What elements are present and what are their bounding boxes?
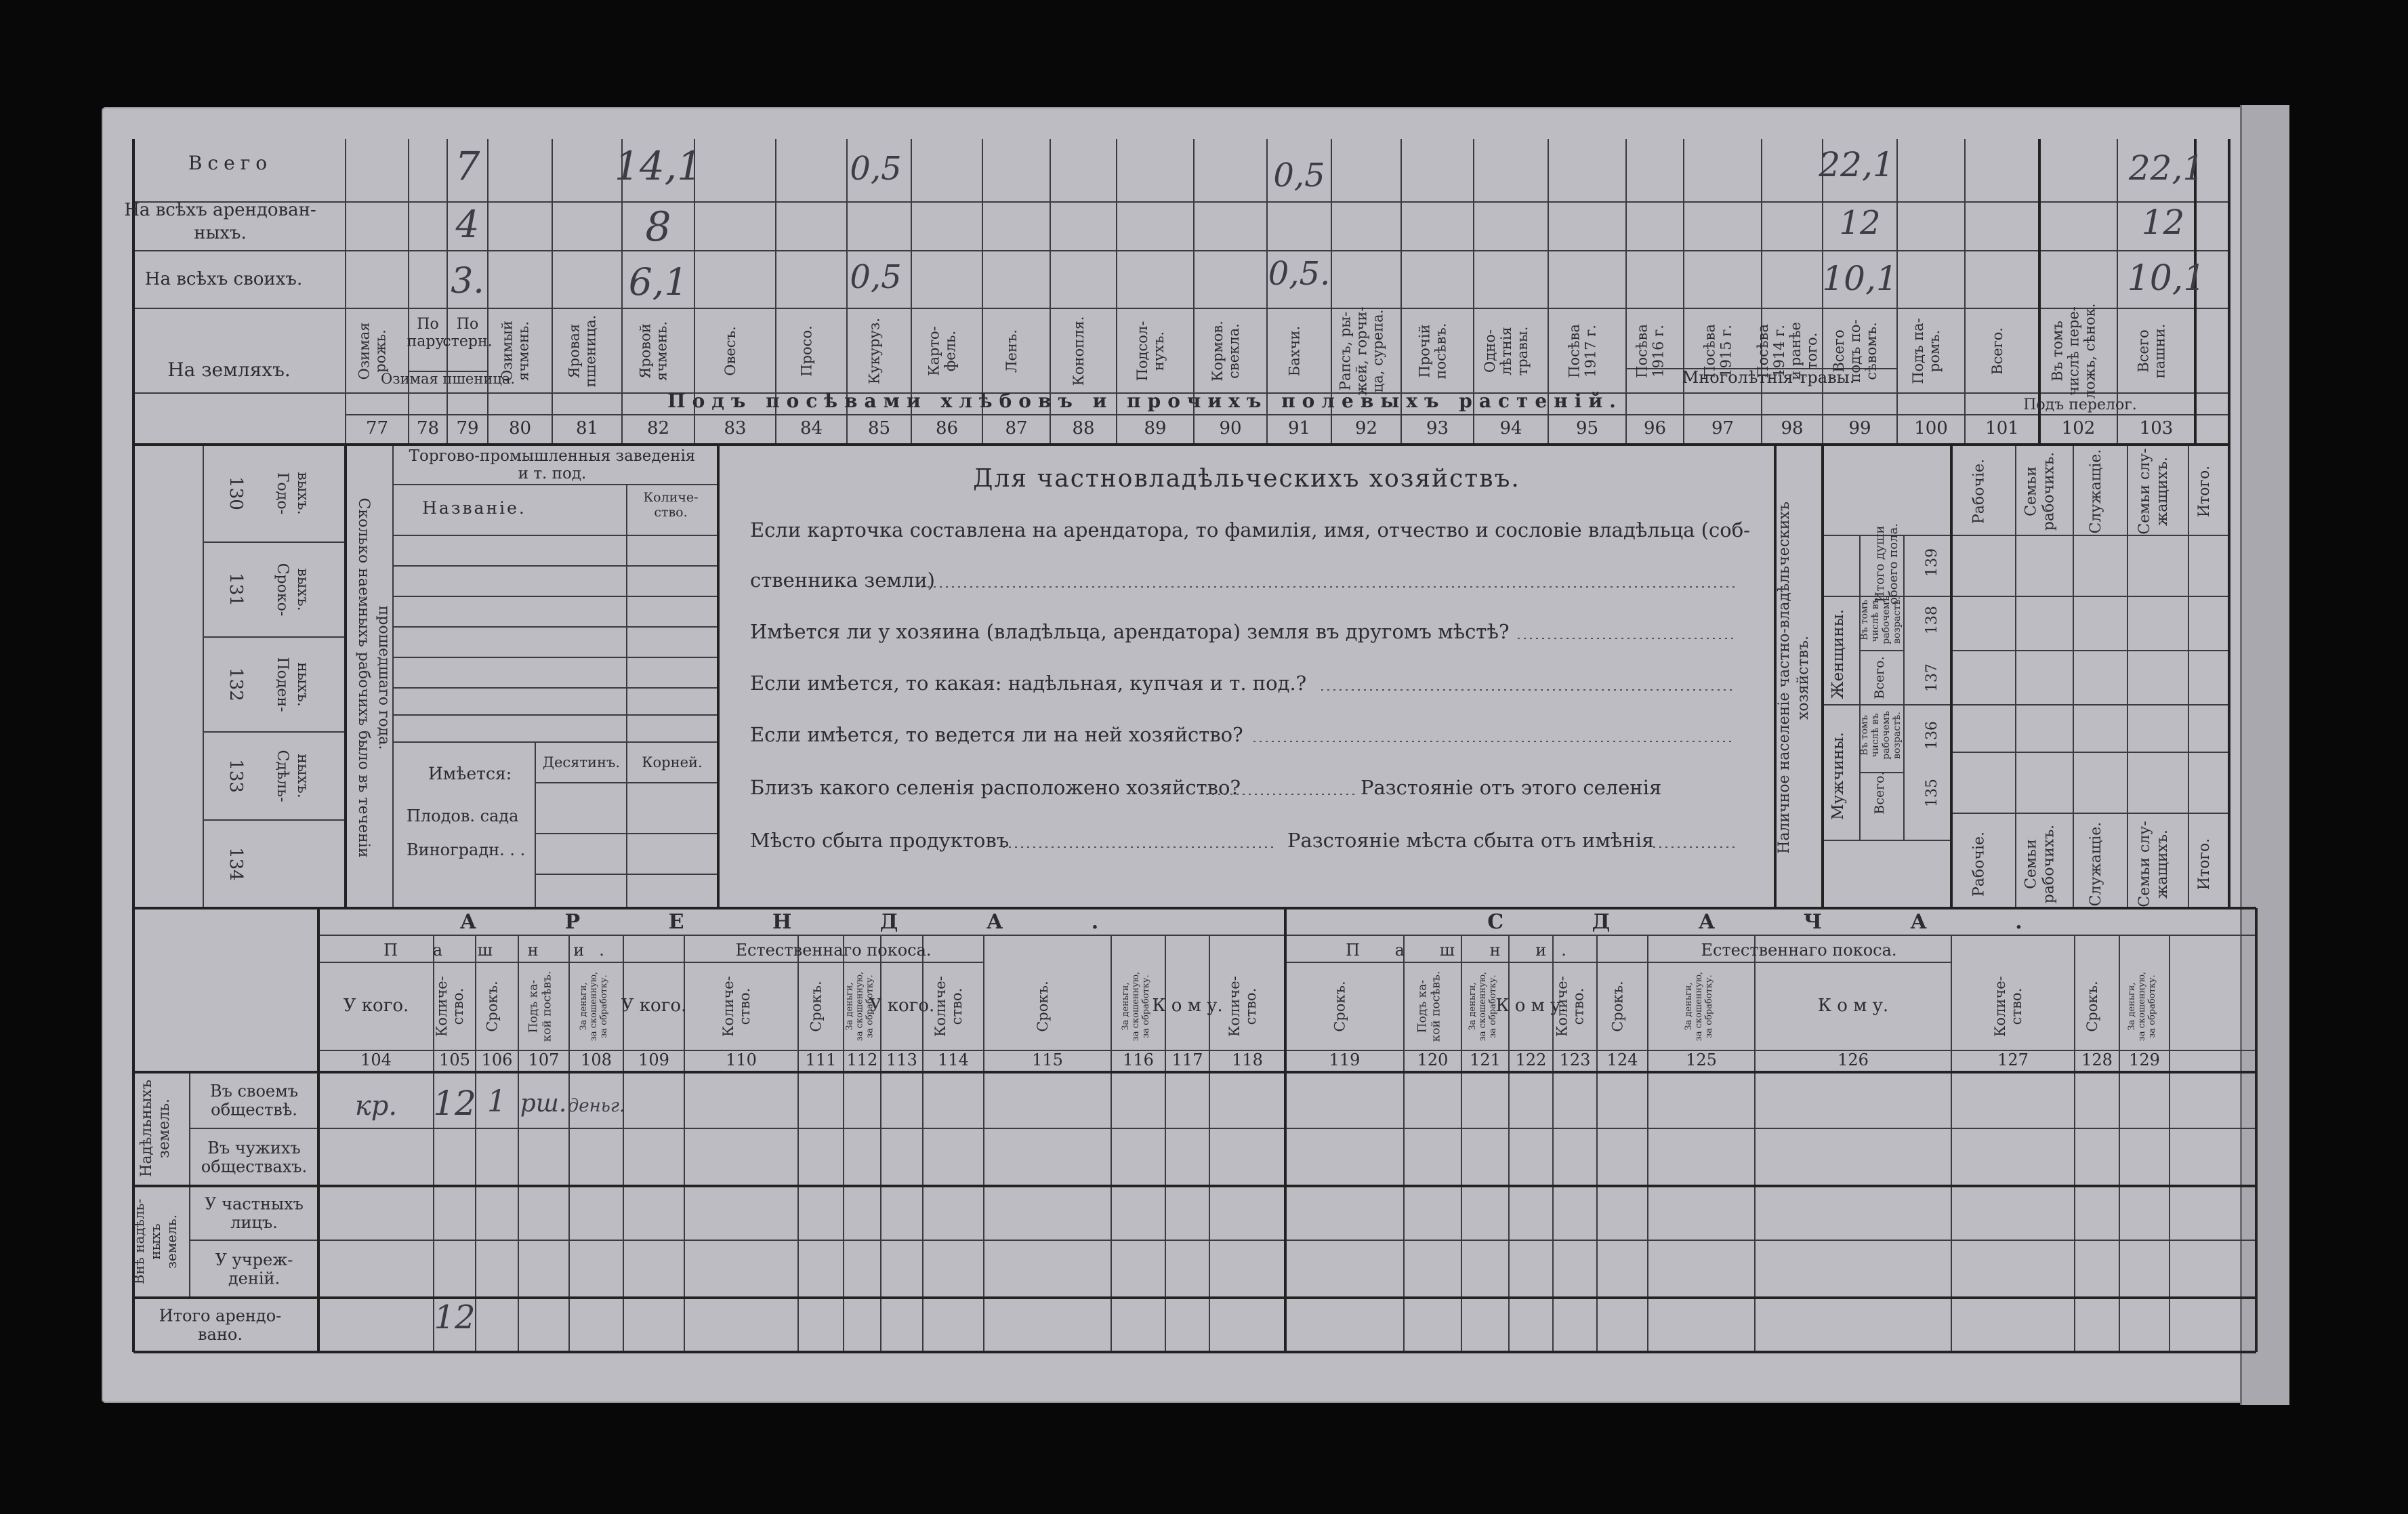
column-header: Овесъ. [722, 326, 739, 376]
column-header: 1915 г. [1718, 325, 1735, 377]
handwritten-entry: деньг. [567, 1096, 625, 1116]
employee-header: Рабочіе. [1970, 458, 1988, 525]
employee-header: Служащіе. [2088, 821, 2104, 907]
handwritten-entry: 12 [1839, 204, 1881, 242]
lease-header: Количе- [1992, 976, 2008, 1037]
column-header: жей, горчи- [1353, 306, 1370, 396]
population-header: числѣ въ [1870, 713, 1881, 758]
employee-header: Семьи [2022, 839, 2040, 889]
vinograd-label: Виноградн. . . [407, 840, 526, 859]
column-number: 89 [1144, 418, 1167, 438]
column-header: Яровая [566, 323, 583, 379]
column-number: 83 [724, 418, 747, 438]
vertical-title: прошедшаго года. [375, 605, 392, 750]
lease-header: Количе- [1226, 976, 1243, 1037]
column-number: 94 [1499, 418, 1522, 438]
arenda-title: А Р Е Н Д А . [459, 910, 1140, 934]
estestv-label: Естественнаго покоса. [1701, 941, 1897, 960]
lease-row-label: У учреж- [215, 1250, 293, 1270]
column-header: 1916 г. [1650, 325, 1667, 377]
column-header: ячмень. [653, 321, 670, 381]
lease-header: Количе- [1554, 976, 1571, 1037]
column-number: 129 [2129, 1050, 2160, 1069]
handwritten-entry: 0,5 [850, 258, 902, 296]
column-number: 82 [646, 418, 670, 438]
column-header: 1917 г. [1582, 325, 1599, 377]
column-header: выхъ. [294, 568, 311, 611]
column-header: посѣвъ. [1432, 323, 1449, 380]
row-label-arend: ныхъ. [194, 223, 247, 243]
handwritten-entry: 8 [645, 203, 671, 251]
column-header: того. [1804, 332, 1820, 370]
column-header: пару. [407, 333, 449, 350]
employee-header: жащихъ. [2154, 457, 2171, 526]
lease-header: Срокъ. [1331, 981, 1348, 1032]
row-label-svoikh: На всѣхъ своихъ. [144, 269, 303, 289]
employee-header: Семьи [2022, 466, 2040, 516]
column-header: травы. [1514, 326, 1531, 376]
plodov-label: Плодов. сада [407, 806, 519, 825]
lease-row-label: У частныхъ [205, 1194, 304, 1214]
lease-header: За деньги, [1468, 982, 1478, 1031]
column-number: 84 [800, 418, 823, 438]
column-number: 120 [1417, 1050, 1449, 1069]
lease-header: за скошенную, [589, 971, 599, 1042]
column-number: 102 [2061, 418, 2096, 438]
group-label: Многолѣтнія травы. [1682, 368, 1855, 387]
employee-header: рабочихъ. [2040, 824, 2058, 904]
lease-row-label: лицъ. [230, 1213, 278, 1233]
column-header: Сроко- [274, 562, 291, 617]
handwritten-entry: 0,5. [1268, 255, 1331, 293]
column-number: 133 [226, 759, 246, 793]
handwritten-entry: 6,1 [628, 260, 688, 304]
column-header: Въ томъ [2049, 321, 2066, 382]
column-number: 128 [2081, 1050, 2113, 1069]
handwritten-entry: рш. [520, 1090, 567, 1118]
lease-header: ство. [736, 987, 753, 1025]
column-header: Одно- [1482, 329, 1498, 373]
column-header: пашни. [2151, 323, 2168, 379]
column-header: Кормов. [1209, 321, 1226, 382]
employee-header: рабочихъ. [2040, 451, 2058, 531]
column-number: 113 [886, 1050, 917, 1069]
lease-header: Подъ ка- [526, 979, 541, 1034]
sdacha-title: С Д А Ч А . [1487, 910, 2063, 934]
column-number: 111 [805, 1050, 837, 1069]
handwritten-entry: 10,1 [1822, 259, 1898, 298]
handwritten-entry: 7 [455, 143, 480, 189]
column-header: Посѣва [1634, 324, 1651, 378]
column-header: лѣтнія [1498, 327, 1514, 375]
lease-header: Количе- [932, 976, 949, 1037]
lease-header: ство. [450, 987, 466, 1025]
column-number: 122 [1515, 1050, 1547, 1069]
lease-header: Срокъ. [2084, 981, 2100, 1032]
lease-header: кой посѣвъ. [1429, 970, 1443, 1042]
column-header: рожь. [372, 329, 389, 373]
column-number: 123 [1559, 1050, 1591, 1069]
lease-header: за обработку. [865, 975, 875, 1038]
private-question: Мѣсто сбыта продуктовъ [750, 829, 1010, 852]
column-header: Подсол- [1134, 321, 1150, 382]
column-header: Посѣва [1566, 324, 1583, 378]
column-header: ромъ. [1926, 329, 1943, 373]
column-number: 96 [1643, 418, 1667, 438]
column-number: 85 [867, 418, 891, 438]
population-header: Женщины. [1829, 609, 1847, 699]
employee-header: Служащіе. [2088, 449, 2104, 534]
column-number: 131 [226, 573, 246, 607]
lease-header: за скошенную, [1694, 971, 1704, 1042]
lease-header: кой посѣвъ. [540, 970, 554, 1042]
column-header: По [456, 316, 479, 333]
employee-header: Итого. [2196, 838, 2213, 891]
lease-header: за обработку. [1488, 975, 1498, 1038]
trade-qty-header: ство. [654, 505, 688, 520]
lease-row-label: Итого арендо- [159, 1306, 282, 1326]
population-header: Всего. [1872, 656, 1887, 699]
private-question: Разстояніе мѣста сбыта отъ имѣнія [1287, 829, 1655, 852]
lease-header: ство. [2008, 987, 2025, 1025]
lease-header: за скошенную, [2137, 971, 2147, 1042]
column-number: 101 [1985, 418, 2019, 438]
column-number: 98 [1781, 418, 1804, 438]
column-number: 77 [365, 418, 389, 438]
population-header: рабочемъ [1881, 596, 1892, 645]
column-header: числѣ пере- [2065, 306, 2082, 396]
trade-title: Торгово-промышленныя заведенія [409, 447, 696, 465]
column-header: Рапсъ, ры- [1337, 311, 1354, 391]
column-header: и ранѣе [1787, 322, 1804, 380]
column-header: По [417, 316, 439, 333]
row-label-arend: На всѣхъ арендован- [124, 200, 316, 220]
column-number: 105 [439, 1050, 470, 1069]
column-number: 109 [638, 1050, 669, 1069]
population-header: Мужчины. [1829, 732, 1847, 820]
vertical-title: Сколько наемныхъ рабочихъ было въ теченіи [355, 497, 372, 858]
column-header: ячмень. [515, 321, 532, 381]
column-header: выхъ. [294, 472, 311, 515]
lease-row-label: Въ чужихъ [207, 1139, 301, 1158]
trade-qty-header: Количе- [643, 490, 699, 505]
lease-header: Срокъ. [1035, 981, 1051, 1032]
column-header: Карто- [926, 326, 942, 376]
column-number: 126 [1838, 1050, 1869, 1069]
column-number: 100 [1914, 418, 1948, 438]
column-number: 118 [1232, 1050, 1263, 1069]
column-number: 121 [1470, 1050, 1501, 1069]
lease-header: за обработку. [1141, 975, 1151, 1038]
lease-header: За деньги, [579, 982, 589, 1031]
private-question: Если имѣется, то ведется ли на ней хозяйство? [750, 723, 1243, 746]
pashni-label: П а ш н и. [383, 941, 619, 960]
estestv-label: Естественнаго покоса. [735, 941, 932, 960]
trade-name-header: Названіе. [422, 498, 526, 518]
column-number: 125 [1686, 1050, 1717, 1069]
column-header: 1914 г. [1771, 325, 1787, 377]
population-title: Наличное населеніе частно-владѣльческихъ [1776, 502, 1793, 854]
lease-header: за обработку. [2147, 975, 2157, 1038]
column-number: 136 [1924, 721, 1940, 750]
handwritten-entry: 0,5 [850, 150, 902, 188]
column-number: 117 [1171, 1050, 1203, 1069]
column-number: 107 [528, 1050, 560, 1069]
population-title: хозяйствъ. [1795, 635, 1812, 720]
population-header: числѣ въ [1870, 598, 1881, 642]
lease-header: ство. [1243, 987, 1259, 1025]
employee-header: Итого. [2196, 465, 2213, 518]
column-number: 106 [481, 1050, 513, 1069]
handwritten-entry: 22,1 [2128, 148, 2205, 188]
lease-header: за скошенную, [1131, 971, 1141, 1042]
column-number: 87 [1005, 418, 1028, 438]
column-header: Ленъ. [1003, 329, 1020, 373]
column-header: ложь, сѣнок. [2081, 303, 2098, 399]
column-header: свекла. [1226, 323, 1242, 379]
lease-row-label: обществѣ. [211, 1100, 297, 1120]
column-header: Озимый [499, 321, 516, 382]
column-header: нухъ. [1150, 331, 1167, 371]
column-header: подъ по- [1847, 319, 1863, 383]
lease-header: ство. [949, 987, 965, 1025]
employee-header: Рабочіе. [1970, 831, 1988, 897]
column-number: 86 [935, 418, 959, 438]
column-number: 99 [1848, 418, 1871, 438]
column-header: ныхъ. [294, 662, 311, 707]
column-header: Кукуруз. [866, 317, 883, 385]
column-number: 90 [1219, 418, 1242, 438]
lease-header: Подъ ка- [1415, 979, 1430, 1034]
group-label: Озимая пшеница. [380, 371, 516, 387]
column-number: 80 [508, 418, 532, 438]
column-number: 139 [1924, 548, 1940, 577]
column-header: Подъ па- [1910, 318, 1926, 384]
lease-header: За деньги, [844, 982, 855, 1031]
column-number: 110 [726, 1050, 757, 1069]
column-number: 79 [456, 418, 479, 438]
lease-header: за скошенную, [854, 971, 865, 1042]
column-header: Всего [2135, 329, 2152, 373]
column-number: 92 [1354, 418, 1378, 438]
column-header: Посѣва [1701, 324, 1718, 378]
column-header: ца, сурепа. [1369, 309, 1386, 393]
employee-header: Семьи слу- [2136, 448, 2153, 535]
column-header: Всего. [1989, 327, 2006, 375]
column-number: 130 [226, 476, 246, 510]
row-group-label: ныхъ [147, 1223, 163, 1260]
column-header: Конопля. [1071, 316, 1087, 386]
lease-header: К о м у. [1152, 996, 1223, 1016]
row-group-label: земель. [163, 1214, 180, 1269]
population-header: Въ томъ [1859, 715, 1870, 756]
population-header: обоего пола. [1886, 523, 1901, 605]
lease-header: К о м у. [1817, 996, 1889, 1016]
handwritten-entry: 12 [433, 1084, 476, 1123]
column-number: 95 [1575, 418, 1599, 438]
column-number: 116 [1123, 1050, 1154, 1069]
private-title: Для частновладѣльческихъ хозяйствъ. [973, 465, 1520, 493]
handwritten-entry: 3. [451, 261, 484, 302]
lease-header: За деньги, [1684, 982, 1694, 1031]
private-question: Разстояніе отъ этого селенія [1361, 776, 1662, 799]
handwritten-entry: 22,1 [1819, 145, 1894, 184]
private-question: Имѣется ли у хозяина (владѣльца, арендатора) земля въ другомъ мѣстѣ? [750, 620, 1510, 643]
column-header: Годо- [274, 472, 291, 515]
column-header: Бахчи. [1286, 325, 1303, 377]
handwritten-entry: 4 [455, 203, 480, 246]
lease-header: Срокъ. [1609, 981, 1626, 1032]
handwritten-entry: 10,1 [2127, 258, 2206, 299]
column-number: 108 [581, 1050, 612, 1069]
column-number: 91 [1287, 418, 1311, 438]
lease-header: У кого. [869, 996, 935, 1016]
column-number: 81 [575, 418, 599, 438]
private-question: Если карточка составлена на арендатора, то фамилія, имя, отчество и сословіе владѣльца (соб- [750, 518, 1750, 541]
column-header: сѣвомъ. [1863, 322, 1880, 380]
population-header: возрастѣ. [1892, 596, 1903, 644]
column-header: Поден- [274, 657, 291, 712]
column-number: 115 [1032, 1050, 1063, 1069]
column-number: 119 [1329, 1050, 1361, 1069]
column-number: 114 [938, 1050, 969, 1069]
korney-header: Корней. [642, 754, 703, 771]
population-header: Всего. [1872, 771, 1887, 815]
column-number: 124 [1606, 1050, 1638, 1069]
column-header: ныхъ. [294, 754, 311, 798]
lease-header: Срокъ. [808, 981, 825, 1032]
row-label-na-zemlyakh: На земляхъ. [167, 359, 291, 381]
column-header: фель. [942, 330, 959, 372]
column-header: Прочій [1416, 324, 1433, 378]
lease-header: У кого. [343, 996, 409, 1016]
row-group-label: Надѣльныхъ [138, 1080, 155, 1177]
lease-header: за обработку. [1704, 975, 1714, 1038]
column-number: 137 [1924, 663, 1940, 692]
population-header: рабочемъ [1881, 711, 1892, 760]
row-label-vsego: Всего [188, 152, 273, 174]
column-number: 93 [1426, 418, 1449, 438]
private-question: Если имѣется, то какая: надѣльная, купчая и т. под.? [750, 672, 1307, 695]
desyatin-header: Десятинъ. [542, 754, 621, 771]
employee-header: жащихъ. [2154, 830, 2171, 899]
column-number: 104 [360, 1050, 392, 1069]
lease-header: За деньги, [2127, 982, 2137, 1031]
employee-header: Семьи слу- [2136, 821, 2153, 907]
lease-header: У кого. [621, 996, 687, 1016]
lease-header: К о м у. [1495, 996, 1566, 1016]
lease-header: Срокъ. [484, 981, 501, 1032]
column-number: 134 [226, 847, 246, 881]
column-number: 127 [1997, 1050, 2029, 1069]
column-header: Посѣва [1755, 324, 1771, 378]
lease-header: Количе- [434, 976, 450, 1037]
column-header: Яровой [637, 323, 654, 379]
column-number: 88 [1072, 418, 1095, 438]
column-header: Всего [1831, 329, 1847, 373]
imeetsya-label: Имѣется: [428, 764, 512, 783]
lease-row-label: обществахъ. [201, 1157, 308, 1177]
lease-header: За деньги, [1121, 982, 1131, 1031]
lease-row-label: деній. [228, 1269, 281, 1288]
column-header: стерн. [442, 333, 493, 350]
lease-header: Количе- [720, 976, 736, 1037]
row-group-label: земель. [156, 1098, 173, 1159]
group-label: Подъ перелог. [2023, 396, 2137, 413]
lease-row-label: вано. [198, 1325, 243, 1345]
private-question: Близъ какого селенія расположено хозяйство? [750, 776, 1241, 799]
handwritten-entry: кр. [354, 1090, 398, 1122]
pashni-label: П а ш н и. [1346, 941, 1581, 960]
row-group-label: Внѣ надѣль- [131, 1198, 147, 1285]
population-header: Въ томъ [1859, 600, 1870, 640]
handwritten-entry: 14,1 [614, 143, 703, 189]
trade-title: и т. под. [518, 465, 587, 483]
column-number: 132 [226, 668, 246, 701]
column-number: 112 [846, 1050, 878, 1069]
column-header: Просо. [798, 325, 815, 377]
population-header: возрастѣ. [1892, 712, 1903, 759]
handwritten-entry: 1 [487, 1084, 506, 1119]
lease-header: за обработку. [599, 975, 609, 1038]
handwritten-itogo: 12 [434, 1298, 476, 1336]
lease-row-label: Въ своемъ [209, 1082, 299, 1101]
group-label-pod-posevami: Подъ посѣвами хлѣбовъ и прочихъ полевыхъ растеній. [667, 390, 1623, 412]
lease-header: за скошенную, [1478, 971, 1488, 1042]
column-number: 103 [2139, 418, 2174, 438]
population-header: Итого души [1873, 525, 1887, 602]
column-number: 97 [1711, 418, 1735, 438]
column-header: Озимая [356, 322, 373, 380]
column-number: 135 [1924, 779, 1940, 807]
column-number: 78 [416, 418, 440, 438]
column-header: Сдѣль- [274, 750, 291, 802]
private-question: ственника земли) [750, 569, 935, 592]
handwritten-entry: 12 [2141, 203, 2185, 242]
column-header: пшеница. [582, 314, 599, 388]
lease-header: ство. [1570, 987, 1587, 1025]
handwritten-entry: 0,5 [1273, 157, 1325, 195]
column-number: 138 [1924, 606, 1940, 634]
